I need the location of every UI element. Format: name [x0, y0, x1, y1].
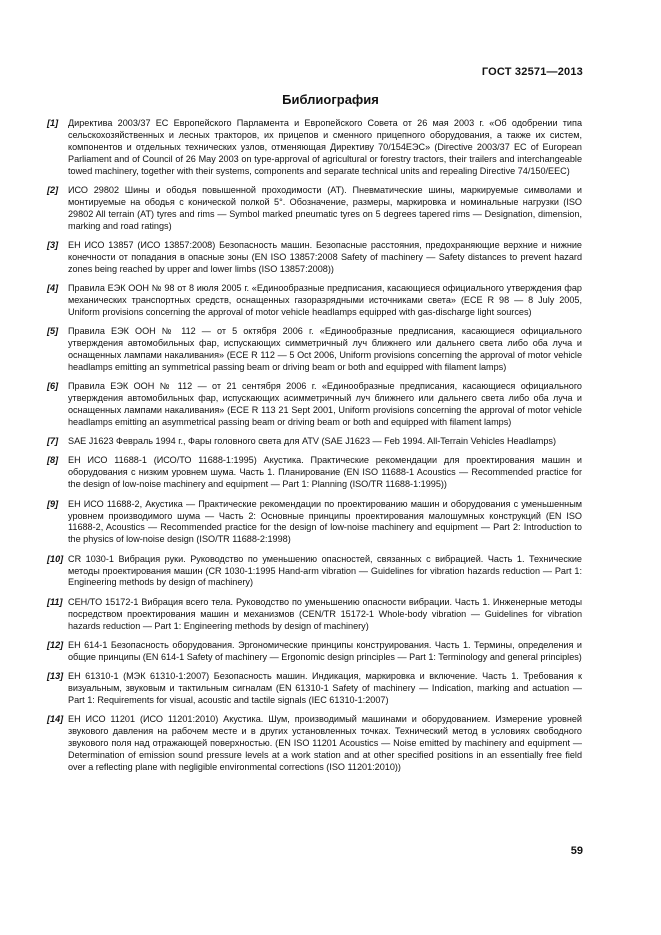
- bibliography-entry: [47, 597, 582, 633]
- bibliography-entry: [47, 671, 582, 707]
- reference-number: [5]: [47, 326, 59, 337]
- reference-number: [11]: [47, 596, 63, 607]
- reference-number: [9]: [47, 498, 59, 509]
- reference-text: Правила ЕЭК ООН № 112 — от 5 октября 2006 г. «Единообразные предписания, касающиеся официального утверждения автомобильных фар, испускающих симметричный луч ближнего или дальнего света либо оба луча и оснащенных лампами накаливания» (ECE R 112 — 5 Oct 2006, Uniform provisions concerning the approval of motor vehicle headlamps emitting an symmetrical passing beam or driving beam or both and equipped with filament lamps): [68, 326, 582, 372]
- bibliography-entry: [47, 499, 582, 547]
- reference-text: Правила ЕЭК ООН № 98 от 8 июля 2005 г. «Единообразные предписания, касающиеся официального утверждения фар механических транспортных средств, оснащенных газоразрядными источниками света» (ECE R 98 — 8 July 2005, Uniform provisions concerning the approval of motor vehicle headlamps equipped with gas-discharge light sources): [68, 283, 582, 317]
- reference-text: ЕН ИСО 11688-1 (ИСО/ТО 11688-1:1995) Акустика. Практические рекомендации для проектирования машин и оборудования с низким уровнем шума. Часть 1. Планирование (EN ISO 11688-1 Acoustics — Recommended practice for the design of low-noise machinery and equipment — Part 1: Planning (ISO/TR 11688-1:1995)): [68, 455, 582, 490]
- bibliography-entry: [47, 240, 582, 276]
- reference-text: ЕН ИСО 11201 (ИСО 11201:2010) Акустика. Шум, производимый машинами и оборудованием. Измерение уровней звукового давления на рабочем месте и в других установленных точках. Технический метод в условиях свободного звукового поля над отражающей поверхностью. (EN ISO 11201 Acoustics — Noise emitted by machinery and equipment — Determination of emission sound pressure levels at a work station and at other specified positions in an essentially free field over a reflecting plane with negligible environmental corrections (ISO 11201:2010)): [68, 714, 582, 772]
- reference-text: ЕН ИСО 13857 (ИСО 13857:2008) Безопасность машин. Безопасные расстояния, предохраняющие верхние и нижние конечности от попадания в опасные зоны (EN ISO 13857:2008 Safety of machinery — Safety distances to prevent hazard zones being reached by upper and lower limbs (ISO 13857:2008)): [68, 239, 582, 274]
- page-title: Библиография: [282, 92, 379, 107]
- bibliography-entry: [47, 326, 582, 374]
- reference-text: SAE J1623 Февраль 1994 г., Фары головного света для ATV (SAE J1623 — Feb 1994. All-Terrain Vehicles Headlamps): [68, 436, 557, 447]
- document-code: ГОСТ 32571—2013: [481, 66, 583, 78]
- reference-text: CEH/TO 15172-1 Вибрация всего тела. Руководство по уменьшению опасности вибрации. Часть 1. Инженерные методы посредством проектирования машин и механизмов (CEN/TR 15172-1 Whole-body vibration — Guidelines for vibration hazards reduction — Part 1: Engineering methods by design of machinery): [68, 596, 582, 631]
- bibliography-entry: [47, 185, 582, 233]
- reference-text: ИСО 29802 Шины и ободья повышенной проходимости (АТ). Пневматические шины, маркируемые символами и монтируемые на ободья с конической полкой 5°. Обозначение, размеры, маркировка и номинальные нагрузки (ISO 29802 All terrain (AT) tyres and rims — Symbol marked pneumatic tyres on 5 degrees tapered rims — Designation, dimension, marking and road ratings): [68, 184, 582, 231]
- reference-number: [4]: [47, 283, 59, 294]
- bibliography-entry: [47, 455, 582, 491]
- reference-number: [7]: [47, 436, 59, 447]
- page-number: 59: [570, 845, 583, 857]
- bibliography-entry: [47, 118, 582, 178]
- reference-text: ЕН ИСО 11688-2, Акустика — Практические рекомендации по проектированию машин и оборудования с уменьшенным уровнем производимого шума — Часть 2: Основные принципы проектирования малошумных конструкций (EN ISO 11688-2, Acoustics — Recommended practice for the design of low-noise machinery and equipment — Part 2: Introduction to the physics of low-noise design (ISO/TR 11688-2:1998): [68, 498, 582, 545]
- bibliography-entry: [47, 381, 582, 429]
- reference-number: [14]: [47, 714, 64, 725]
- bibliography-entry: [47, 554, 582, 590]
- reference-text: Директива 2003/37 ЕС Европейского Парламента и Европейского Совета от 26 мая 2003 г. «Об одобрении типа сельскохозяйственных и лесных тракторов, их прицепов и сменного прицепного оборудования, а также их систем, компонентов и отдельных технических узлов, отменяющая Директиву 70/154ЕЭС» (Directive 2003/37 EC of European Parliament and of Council of 26 May 2003 on type-approval of agricultural or forestry tractors, their trailers and interchangeable towed machinery, together with their systems, components and separate technical units and repealing Directive 74/150/EEC): [68, 118, 582, 176]
- reference-number: [3]: [47, 239, 59, 250]
- reference-number: [6]: [47, 381, 59, 392]
- reference-text: ЕН 614-1 Безопасность оборудования. Эргономические принципы конструирования. Часть 1. Термины, определения и общие принципы (EN 614-1 Safety of machinery — Ergonomic design principles — Part 1: Terminology and general principles): [68, 639, 582, 662]
- reference-text: Правила ЕЭК ООН № 112 — от 21 сентября 2006 г. «Единообразные предписания, касающиеся официального утверждения автомобильных фар, испускающих асимметричный луч ближнего или дальнего света либо оба луча и оснащенных лампами накаливания» (ECE R 113 21 Sept 2001, Uniform provisions concerning the approval of motor vehicle headlamps emitting an asymmetrical passing beam or driving beam or both and equipped with filament lamps): [68, 381, 582, 427]
- reference-number: [1]: [47, 118, 59, 128]
- reference-text: ЕН 61310-1 (МЭК 61310-1:2007) Безопасность машин. Индикация, маркировка и включение. Часть 1. Требования к визуальным, звуковым и тактильным сигналам (EN 61310-1 Safety of machinery — Indication, marking and actuation — Part 1: Requirements for visual, acoustic and tactile signals (IEC 61310-1:2007): [68, 671, 582, 705]
- bibliography-entry: [47, 640, 582, 664]
- bibliography-entry: [47, 714, 582, 774]
- reference-number: [2]: [47, 184, 59, 195]
- bibliography-list: [47, 118, 582, 781]
- reference-text: CR 1030-1 Вибрация руки. Руководство по уменьшению опасностей, связанных с вибрацией. Часть 1. Технические методы проектирования машин (CR 1030-1:1995 Hand-arm vibration — Guidelines for vibration hazards reduction — Part 1: Engineering methods by design of machinery): [68, 553, 582, 588]
- reference-number: [10]: [47, 553, 64, 564]
- bibliography-entry: [47, 283, 582, 319]
- reference-number: [8]: [47, 455, 59, 466]
- bibliography-entry: [47, 436, 582, 448]
- reference-number: [12]: [47, 639, 64, 650]
- reference-number: [13]: [47, 671, 64, 682]
